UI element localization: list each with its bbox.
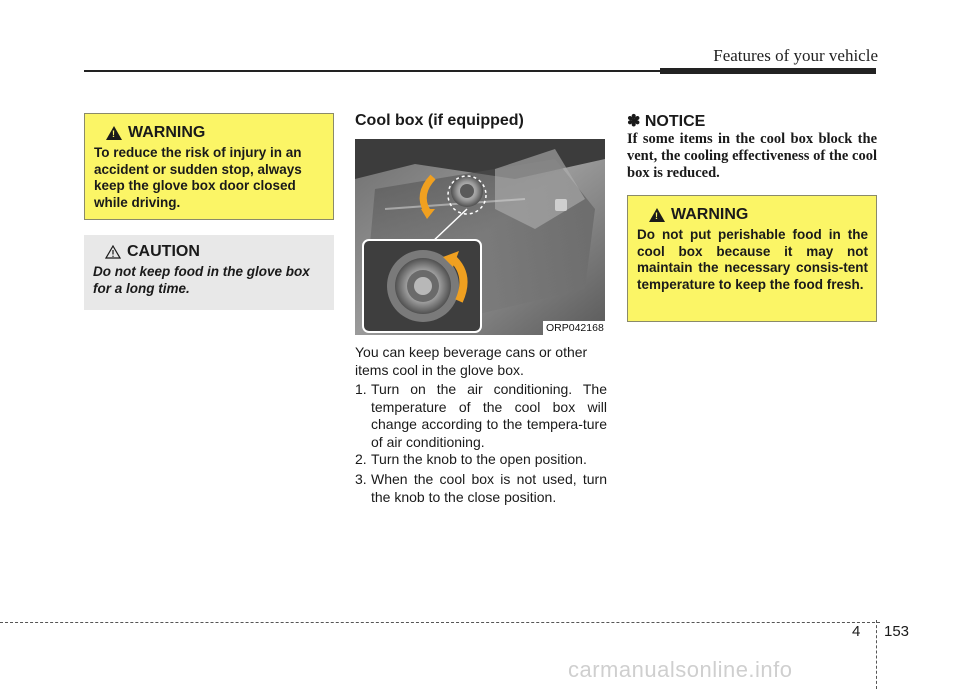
step-text: Turn the knob to the open position. — [371, 451, 587, 467]
step-number: 3. — [355, 471, 367, 487]
footer-divider — [876, 620, 877, 689]
watermark: carmanualsonline.info — [568, 657, 793, 682]
caution-title-row — [105, 243, 325, 261]
cool-box-intro: You can keep beverage cans or other items cool in the glove box. — [355, 344, 588, 378]
warning-title: WARNING — [128, 124, 206, 141]
list-item — [355, 471, 607, 506]
footer-rule — [0, 622, 880, 623]
warning-title-row — [106, 124, 325, 142]
step-text: Turn on the air conditioning. The temperature of the cool box will change according to the tempera-ture of air conditioning. — [371, 381, 607, 450]
notice-heading: ✽ NOTICE — [627, 113, 706, 130]
caution-title: CAUTION — [127, 243, 200, 260]
page-header-title: Features of your vehicle — [713, 46, 878, 65]
list-item — [355, 451, 607, 469]
warning-box-perishable-food — [627, 195, 877, 322]
warning-text: To reduce the risk of injury in an accident or sudden stop, always keep the glove box door closed while driving. — [94, 145, 302, 210]
warning-title-row — [649, 206, 868, 224]
section-number: 4 — [852, 623, 861, 640]
image-code-label: ORP042168 — [543, 321, 607, 335]
step-text: When the cool box is not used, turn the knob to the close position. — [371, 471, 607, 505]
warning-triangle-icon — [106, 126, 122, 140]
caution-triangle-icon — [105, 245, 121, 259]
warning-title: WARNING — [671, 206, 749, 223]
notice-text: If some items in the cool box block the vent, the cooling effectiveness of the cool box is reduced. — [627, 131, 877, 181]
list-item — [355, 381, 607, 451]
section-heading-cool-box: Cool box (if equipped) — [355, 112, 524, 129]
step-number: 2. — [355, 451, 367, 467]
caution-text: Do not keep food in the glove box for a long time. — [93, 264, 310, 296]
warning-text: Do not put perishable food in the cool box because it may not maintain the necessary consis-tent temperature to keep the food fresh. — [637, 227, 868, 292]
cool-box-photo — [355, 139, 605, 335]
warning-triangle-icon — [649, 208, 665, 222]
header-rule-tab — [660, 68, 876, 74]
page-number: 153 — [884, 623, 910, 640]
cool-box-illustration — [355, 139, 605, 335]
step-number: 1. — [355, 381, 367, 397]
warning-box-glove-box — [84, 113, 334, 220]
caution-box — [84, 235, 334, 310]
